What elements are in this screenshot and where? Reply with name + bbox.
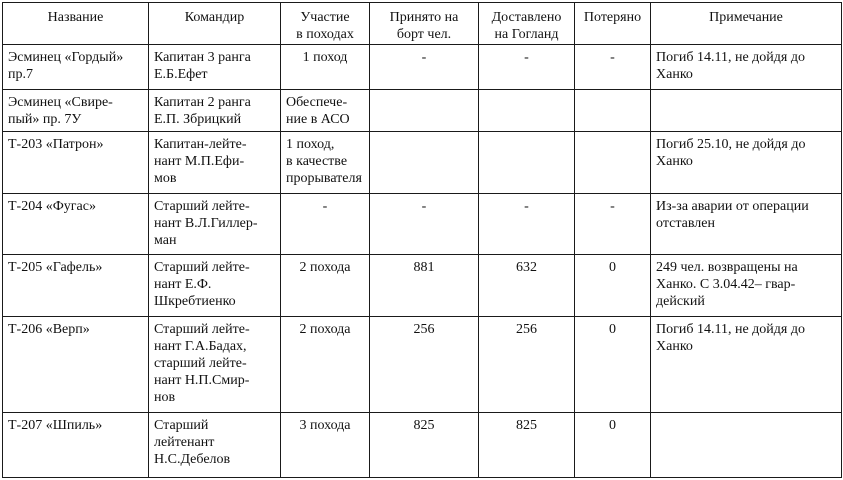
header-lost: Потеряно <box>575 3 651 45</box>
cell-name: Эсминец «Свире- пый» пр. 7У <box>3 90 149 132</box>
cell-note <box>651 412 842 477</box>
header-taken: Принято на борт чел. <box>370 3 479 45</box>
cell-campaigns: 3 похода <box>281 412 370 477</box>
cell-name: Т-207 «Шпиль» <box>3 412 149 477</box>
cell-delivered: - <box>479 194 575 255</box>
cell-commander: Старший лейте- нант В.Л.Гиллер- ман <box>149 194 281 255</box>
cell-delivered: 256 <box>479 316 575 412</box>
cell-delivered: - <box>479 45 575 90</box>
cell-taken <box>370 90 479 132</box>
cell-lost <box>575 132 651 194</box>
cell-taken: 825 <box>370 412 479 477</box>
cell-campaigns: Обеспече- ние в АСО <box>281 90 370 132</box>
cell-campaigns: 1 поход, в качестве прорывателя <box>281 132 370 194</box>
cell-name: Т-203 «Патрон» <box>3 132 149 194</box>
table-row <box>3 412 842 477</box>
cell-lost: - <box>575 194 651 255</box>
cell-taken <box>370 132 479 194</box>
cell-taken: - <box>370 194 479 255</box>
header-commander: Командир <box>149 3 281 45</box>
cell-campaigns: 2 похода <box>281 255 370 316</box>
cell-delivered <box>479 132 575 194</box>
cell-note <box>651 90 842 132</box>
cell-commander: Старший лейтенант Н.С.Дебелов <box>149 412 281 477</box>
header-note: Примечание <box>651 3 842 45</box>
table-row <box>3 255 842 316</box>
cell-note: Погиб 25.10, не дойдя до Ханко <box>651 132 842 194</box>
cell-lost: 0 <box>575 255 651 316</box>
cell-commander: Старший лейте- нант Е.Ф. Шкребтиенко <box>149 255 281 316</box>
cell-name: Т-206 «Верп» <box>3 316 149 412</box>
cell-name: Т-205 «Гафель» <box>3 255 149 316</box>
cell-delivered: 825 <box>479 412 575 477</box>
cell-note: Погиб 14.11, не дойдя до Ханко <box>651 316 842 412</box>
cell-campaigns: 2 похода <box>281 316 370 412</box>
cell-commander: Капитан-лейте- нант М.П.Ефи- мов <box>149 132 281 194</box>
cell-lost: 0 <box>575 412 651 477</box>
cell-taken: 256 <box>370 316 479 412</box>
ships-table <box>2 2 842 478</box>
header-campaigns: Участие в походах <box>281 3 370 45</box>
cell-taken: - <box>370 45 479 90</box>
table-row <box>3 316 842 412</box>
header-row <box>3 3 842 45</box>
cell-campaigns: 1 поход <box>281 45 370 90</box>
cell-commander: Капитан 3 ранга Е.Б.Ефет <box>149 45 281 90</box>
cell-name: Т-204 «Фугас» <box>3 194 149 255</box>
header-delivered: Доставлено на Гогланд <box>479 3 575 45</box>
cell-lost <box>575 90 651 132</box>
cell-lost: - <box>575 45 651 90</box>
cell-commander: Старший лейте- нант Г.А.Бадах, старший лейте- нант Н.П.Смир- нов <box>149 316 281 412</box>
table-row <box>3 90 842 132</box>
cell-note: 249 чел. возвращены на Ханко. С 3.04.42– гвар- дейский <box>651 255 842 316</box>
cell-note: Погиб 14.11, не дойдя до Ханко <box>651 45 842 90</box>
cell-note: Из-за аварии от операции отставлен <box>651 194 842 255</box>
cell-name: Эсминец «Гордый» пр.7 <box>3 45 149 90</box>
cell-lost: 0 <box>575 316 651 412</box>
cell-delivered: 632 <box>479 255 575 316</box>
cell-commander: Капитан 2 ранга Е.П. Збрицкий <box>149 90 281 132</box>
cell-taken: 881 <box>370 255 479 316</box>
header-name: Название <box>3 3 149 45</box>
table-row <box>3 132 842 194</box>
table-row <box>3 194 842 255</box>
table-row <box>3 45 842 90</box>
cell-campaigns: - <box>281 194 370 255</box>
cell-delivered <box>479 90 575 132</box>
